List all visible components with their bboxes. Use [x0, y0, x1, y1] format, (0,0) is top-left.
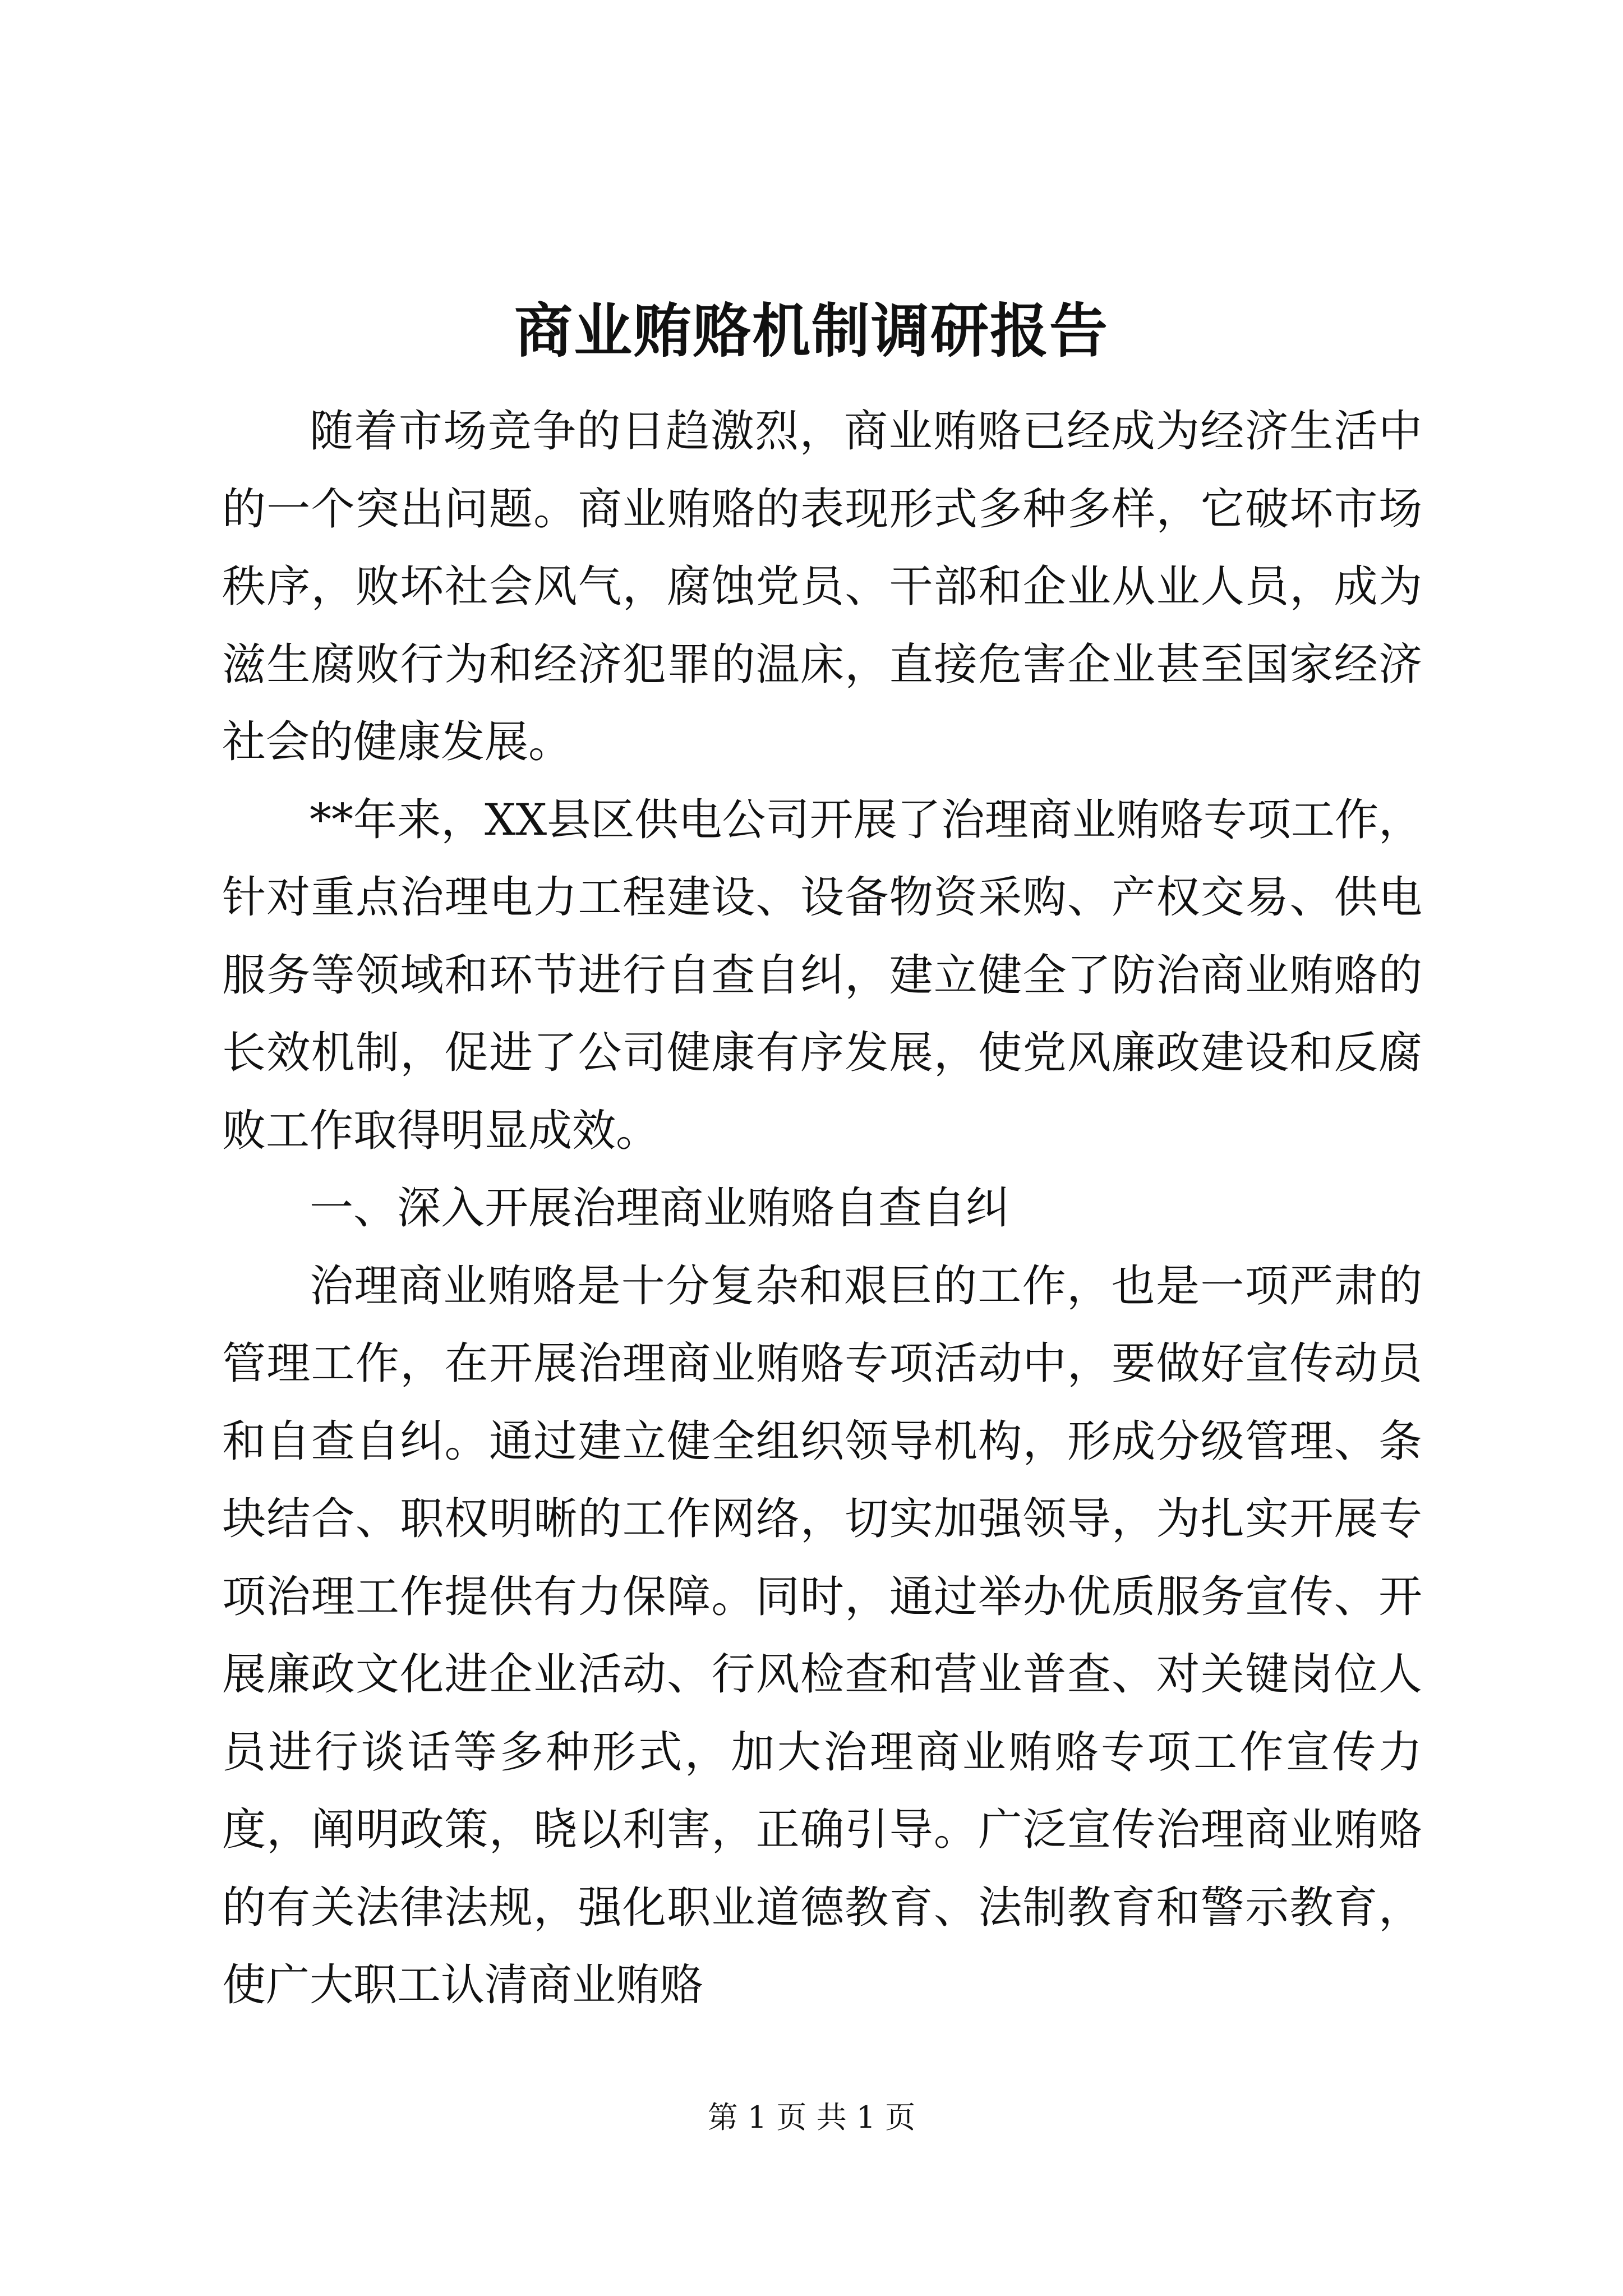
page-footer — [0, 2098, 1623, 2137]
section-heading-1: 一、深入开展治理商业贿赂自查自纠 — [310, 1183, 1010, 1234]
paragraph-intro: 随着市场竞争的日趋激烈，商业贿赂已经成为经济生活中的一个突出问题。商业贿赂的表现形式多种多样，它破坏市场秩序，败坏社会风气，腐蚀党员、干部和企业从业人员，成为滋生腐败行为和经济犯罪的温床，直接危害企业甚至国家经济社会的健康发展。 — [222, 406, 1422, 767]
paragraph-overview: **年来，XX县区供电公司开展了治理商业贿赂专项工作，针对重点治理电力工程建设、设备物资采购、产权交易、供电服务等领域和环节进行自查自纠，建立健全了防治商业贿赂的长效机制，促进了公司健康有序发展，使党风廉政建设和反腐败工作取得明显成效。 — [222, 794, 1422, 1156]
document-title: 商业贿赂机制调研报告 — [514, 296, 1109, 365]
paragraph-section-1: 治理商业贿赂是十分复杂和艰巨的工作，也是一项严肃的管理工作，在开展治理商业贿赂专项活动中，要做好宣传动员和自查自纠。通过建立健全组织领导机构，形成分级管理、条块结合、职权明晰的工作网络，切实加强领导，为扎实开展专项治理工作提供有力保障。同时，通过举办优质服务宣传、开展廉政文化进企业活动、行风检查和营业普查、对关键岗位人员进行谈话等多种形式，加大治理商业贿赂专项工作宣传力度，阐明政策，晓以利害，正确引导。广泛宣传治理商业贿赂的有关法律法规，强化职业道德教育、法制教育和警示教育，使广大职工认清商业贿赂 — [222, 1260, 1422, 2010]
document-body — [222, 393, 1422, 2024]
page-number-text: 第 1 页 共 1 页 — [707, 2100, 916, 2135]
